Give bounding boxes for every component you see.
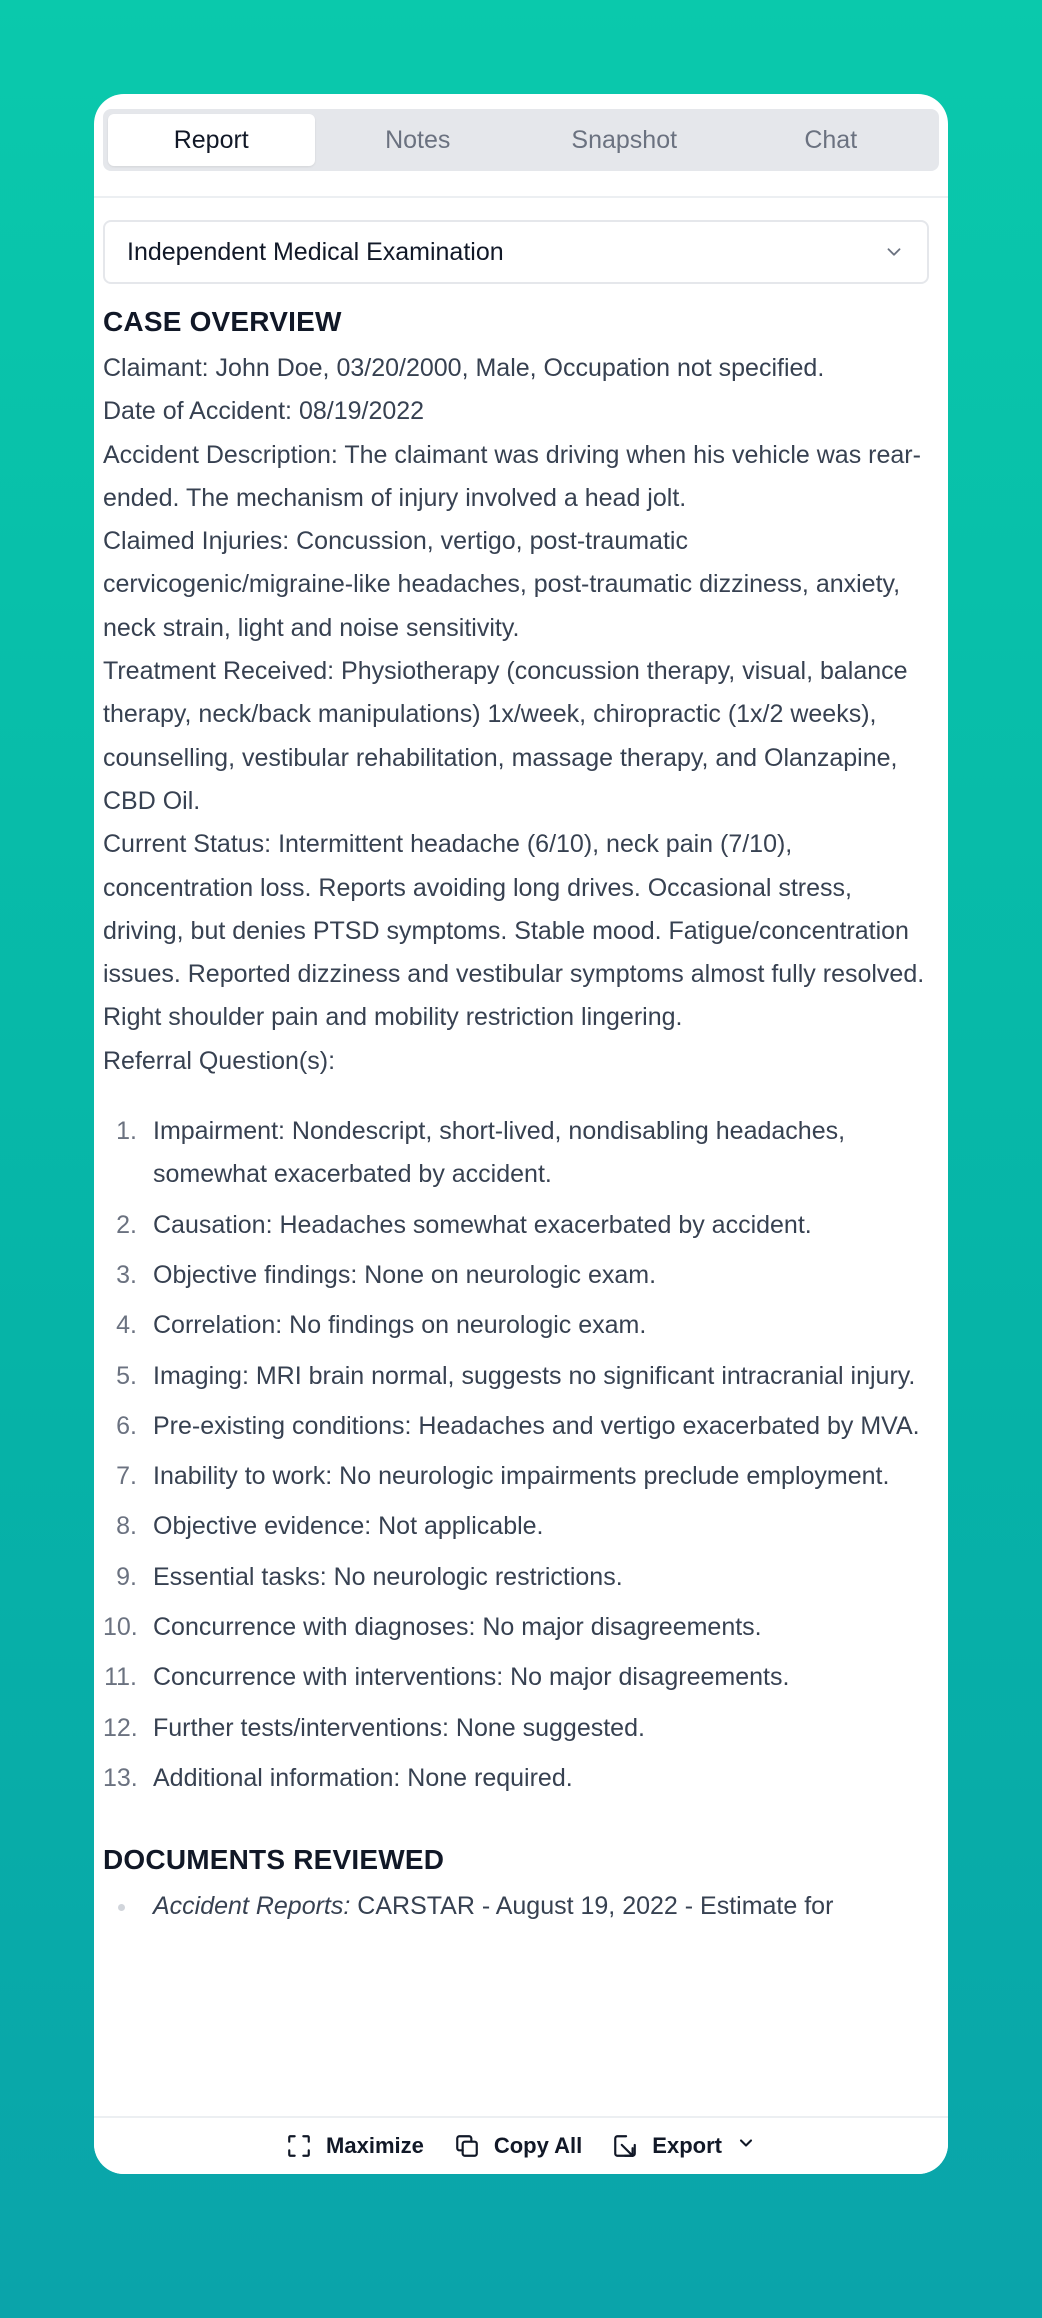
list-item bbox=[103, 1757, 939, 1800]
list-item bbox=[103, 1254, 939, 1297]
list-number: 7. bbox=[116, 1462, 137, 1491]
export-dropdown-toggle[interactable] bbox=[736, 2133, 756, 2159]
list-number: 6. bbox=[116, 1411, 137, 1440]
list-number: 5. bbox=[116, 1361, 137, 1390]
referral-questions-list bbox=[103, 1110, 939, 1800]
list-text: Inability to work: No neurologic impairments preclude employment. bbox=[153, 1462, 890, 1491]
maximize-button[interactable] bbox=[286, 2133, 424, 2159]
export-icon bbox=[612, 2133, 638, 2159]
case-overview-heading: CASE OVERVIEW bbox=[103, 306, 342, 337]
list-item bbox=[103, 1304, 939, 1347]
referral-questions-label: Referral Question(s): bbox=[103, 1046, 336, 1075]
maximize-label: Maximize bbox=[326, 2133, 424, 2158]
copy-all-label: Copy All bbox=[493, 2133, 583, 2158]
list-item bbox=[103, 1885, 939, 1928]
footer-toolbar bbox=[94, 2116, 948, 2174]
bullet-icon bbox=[103, 1885, 153, 1928]
list-number: 4. bbox=[116, 1311, 137, 1340]
list-text: Imaging: MRI brain normal, suggests no significant intracranial injury. bbox=[153, 1361, 916, 1390]
list-item bbox=[103, 1455, 939, 1498]
tab-report[interactable]: Report bbox=[108, 114, 315, 166]
export-button[interactable] bbox=[612, 2133, 756, 2159]
chevron-down-icon bbox=[883, 241, 905, 263]
tab-chat[interactable]: Chat bbox=[804, 125, 858, 154]
list-item bbox=[103, 1204, 939, 1247]
accident-description-line: Accident Description: The claimant was driving when his vehicle was rear-ended. The mechanism of injury involved a head jolt. bbox=[103, 440, 921, 512]
copy-all-button[interactable] bbox=[454, 2133, 582, 2159]
list-number: 3. bbox=[116, 1260, 137, 1289]
report-type-select[interactable] bbox=[103, 220, 929, 284]
list-text: Correlation: No findings on neurologic exam. bbox=[153, 1311, 647, 1340]
chevron-down-icon bbox=[736, 2133, 756, 2153]
date-of-accident-line: Date of Accident: 08/19/2022 bbox=[103, 397, 425, 426]
list-number: 13. bbox=[103, 1763, 138, 1792]
list-text: Causation: Headaches somewhat exacerbated by accident. bbox=[153, 1210, 812, 1239]
list-item bbox=[103, 1355, 939, 1398]
list-number: 9. bbox=[116, 1562, 137, 1591]
list-item bbox=[103, 1656, 939, 1699]
tab-notes[interactable]: Notes bbox=[385, 125, 451, 154]
tab-snapshot[interactable]: Snapshot bbox=[571, 125, 678, 154]
treatment-received-line: Treatment Received: Physiotherapy (concussion therapy, visual, balance therapy, neck/back manipulations) 1x/week, chiropractic (1x/2 weeks), counselling, vestibular rehabilitation, massage therapy, and Olanzapine, CBD Oil. bbox=[103, 657, 908, 815]
list-text: Concurrence with interventions: No major disagreements. bbox=[153, 1663, 790, 1692]
list-item bbox=[103, 1606, 939, 1649]
report-panel bbox=[94, 94, 948, 2174]
list-number: 1. bbox=[116, 1117, 137, 1146]
list-item bbox=[103, 1505, 939, 1548]
report-content bbox=[103, 299, 939, 2174]
export-label: Export bbox=[652, 2133, 722, 2158]
claimant-line: Claimant: John Doe, 03/20/2000, Male, Occupation not specified. bbox=[103, 354, 825, 382]
document-category: Accident Reports: bbox=[153, 1892, 351, 1921]
list-text: Additional information: None required. bbox=[153, 1763, 573, 1792]
list-item bbox=[103, 1405, 939, 1448]
current-status-line: Current Status: Intermittent headache (6/10), neck pain (7/10), concentration loss. Reports avoiding long drives. Occasional stress, driving, but denies PTSD symptoms. Stable mood. Fatigue/concentration issues. Reported dizziness and vestibular symptoms almost fully resolved. Right shoulder pain and mobility restriction lingering. bbox=[103, 830, 925, 1032]
list-number: 2. bbox=[116, 1210, 137, 1239]
list-text: Essential tasks: No neurologic restrictions. bbox=[153, 1562, 623, 1591]
maximize-icon bbox=[286, 2133, 312, 2159]
list-text: Impairment: Nondescript, short-lived, nondisabling headaches, somewhat exacerbated by accident. bbox=[153, 1117, 846, 1189]
list-number: 8. bbox=[116, 1512, 137, 1541]
report-type-value: Independent Medical Examination bbox=[127, 237, 504, 266]
list-number: 11. bbox=[104, 1663, 137, 1692]
tab-bar bbox=[103, 109, 939, 171]
list-text: Objective findings: None on neurologic exam. bbox=[153, 1260, 657, 1289]
list-text: Pre-existing conditions: Headaches and vertigo exacerbated by MVA. bbox=[153, 1411, 920, 1440]
list-number: 10. bbox=[103, 1613, 138, 1642]
document-description: CARSTAR - August 19, 2022 - Estimate for bbox=[357, 1892, 834, 1921]
list-item bbox=[103, 1110, 939, 1197]
list-item bbox=[103, 1707, 939, 1750]
claimed-injuries-line: Claimed Injuries: Concussion, vertigo, post-traumatic cervicogenic/migraine-like headaches, post-traumatic dizziness, anxiety, neck strain, light and noise sensitivity. bbox=[103, 527, 901, 642]
list-text: Concurrence with diagnoses: No major disagreements. bbox=[153, 1613, 762, 1642]
list-text: Further tests/interventions: None suggested. bbox=[153, 1713, 645, 1742]
list-text: Objective evidence: Not applicable. bbox=[153, 1512, 544, 1541]
copy-icon bbox=[454, 2133, 480, 2159]
tab-bar-container bbox=[94, 94, 948, 198]
list-number: 12. bbox=[103, 1713, 138, 1742]
documents-reviewed-list bbox=[103, 1885, 939, 1928]
documents-reviewed-heading: DOCUMENTS REVIEWED bbox=[103, 1844, 445, 1876]
list-item bbox=[103, 1556, 939, 1599]
